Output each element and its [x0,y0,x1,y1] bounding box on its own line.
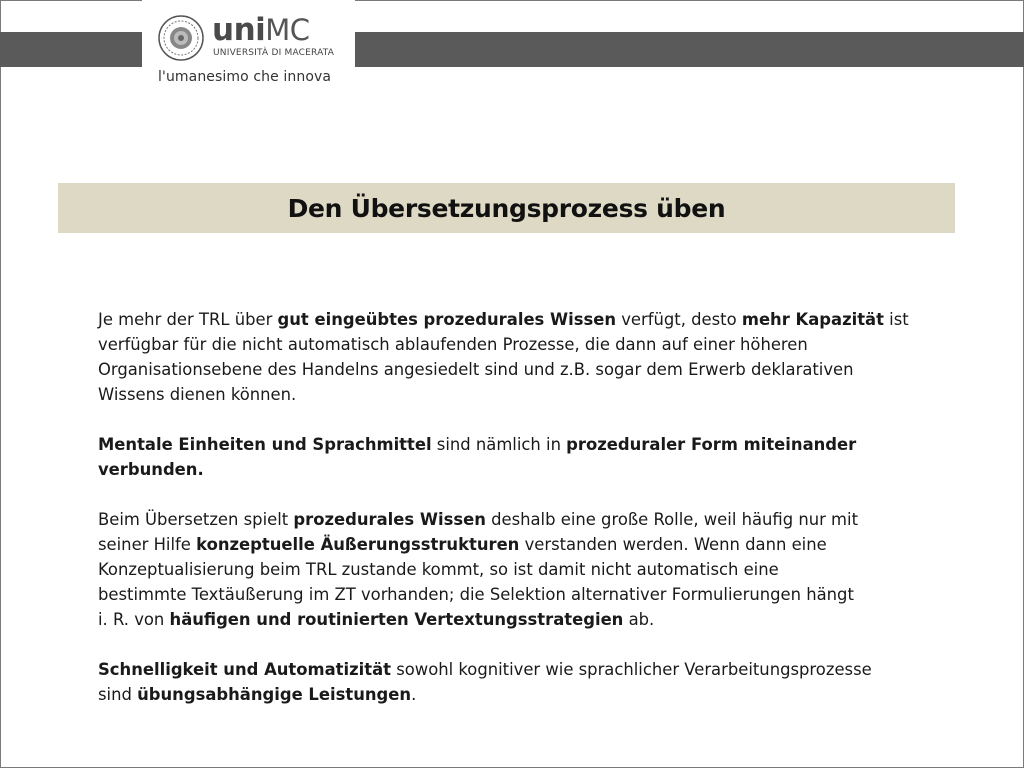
text-line: Konzeptualisierung beim TRL zustande kommt, so ist damit nicht automatisch eine [98,560,779,579]
university-name: UNIVERSITÀ DI MACERATA [213,48,335,58]
university-logo [142,0,355,92]
seal-icon [158,15,204,61]
header-bar-left [0,32,142,67]
text-line: Mentale Einheiten und Sprachmittel sind nämlich in prozeduraler Form miteinander [98,435,857,454]
header-bar-right [355,32,1024,67]
text-line: i. R. von häufigen und routinierten Vertextungsstrategien ab. [98,610,655,629]
slide-title: Den Übersetzungsprozess üben [287,193,726,223]
logo-wordmark: uniMC [212,12,310,48]
text-line: bestimmte Textäußerung im ZT vorhanden; die Selektion alternativer Formulierungen hängt [98,585,854,604]
text-line: Je mehr der TRL über gut eingeübtes prozedurales Wissen verfügt, desto mehr Kapazität ist [98,310,909,329]
slide-body [98,307,958,707]
paragraph-2 [98,432,958,482]
slogan: l'umanesimo che innova [158,69,332,85]
paragraph-3 [98,507,958,632]
paragraph-4 [98,657,958,707]
text-line: Schnelligkeit und Automatizität sowohl kognitiver wie sprachlicher Verarbeitungsprozesse [98,660,872,679]
title-band [58,183,955,233]
text-line: Wissens dienen können. [98,385,297,404]
text-line: verfügbar für die nicht automatisch ablaufenden Prozesse, die dann auf einer höheren [98,335,808,354]
text-line: sind übungsabhängige Leistungen. [98,685,417,704]
paragraph-1 [98,307,958,407]
text-line: verbunden. [98,460,204,479]
text-line: Beim Übersetzen spielt prozedurales Wissen deshalb eine große Rolle, weil häufig nur mit [98,510,859,529]
text-line: Organisationsebene des Handelns angesiedelt sind und z.B. sogar dem Erwerb deklarativen [98,360,854,379]
text-line: seiner Hilfe konzeptuelle Äußerungsstrukturen verstanden werden. Wenn dann eine [98,535,827,554]
